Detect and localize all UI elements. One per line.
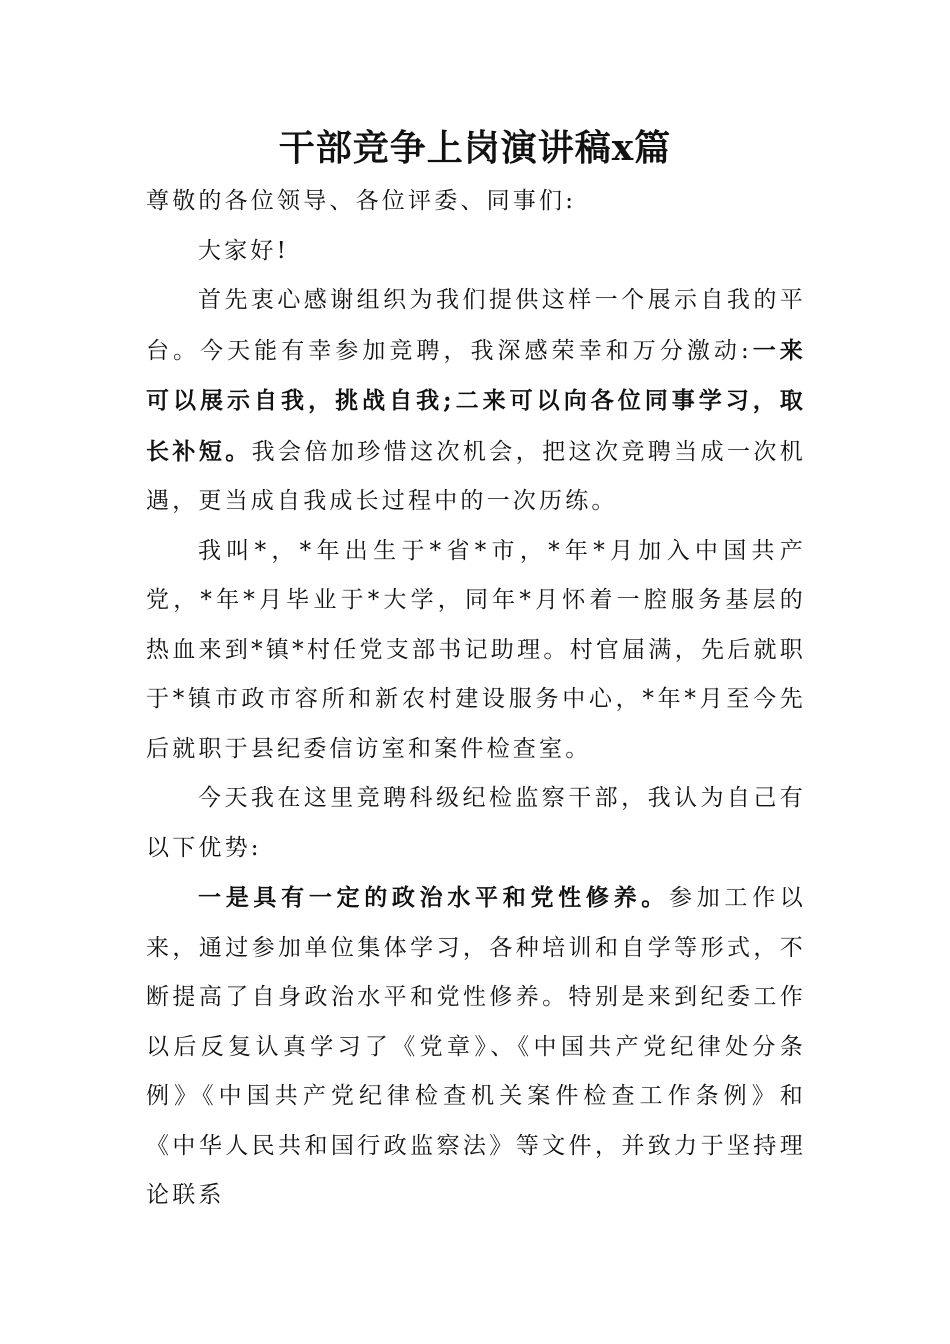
paragraph-advantage-one (146, 873, 806, 1221)
greeting: 大家好! (198, 237, 290, 264)
salutation: 尊敬的各位领导、各位评委、同事们: (146, 188, 577, 214)
paragraph-gratitude-lead: 首先衷心感谢组织为我们提供这样一个展示自我的平台。今天能有幸参加竞聘，我深感荣幸和万分激动: (146, 287, 806, 364)
document-title: 干部竞争上岗演讲稿x篇 (278, 127, 672, 169)
advantage-one-text: 参加工作以来，通过参加单位集体学习，各种培训和自学等形式，不断提高了自身政治水平和党性修养。特别是来到纪委工作以后反复认真学习了《党章》、《中国共产党纪律处分条例》《中国共产党纪律检查机关案件检查工作条例》和《中华人民共和国行政监察法》等文件，并致力于坚持理论联系 (146, 885, 807, 1208)
paragraph-gratitude (146, 276, 806, 527)
paragraph-introduction: 我叫*，*年出生于*省*市，*年*月加入中国共产党，*年*月毕业于*大学，同年*月怀着一腔服务基层的热血来到*镇*村任党支部书记助理。村官届满，先后就职于*镇市政市容所和新农村建设服务中心，*年*月至今先后就职于县纪委信访室和案件检查室。 (146, 537, 806, 762)
paragraph-advantages-intro: 今天我在这里竞聘科级纪检监察干部，我认为自己有以下优势: (146, 785, 806, 861)
paragraph-gratitude-tail: 我会倍加珍惜这次机会，把这次竞聘当成一次机遇，更当成自我成长过程中的一次历练。 (146, 438, 806, 514)
document-body (146, 177, 806, 1221)
paragraph-gratitude-emphasis: 一来可以展示自我，挑战自我;二来可以向各位同事学习，取长补短。 (146, 336, 806, 465)
advantage-one-heading: 一是具有一定的政治水平和党性修养。 (198, 884, 669, 911)
